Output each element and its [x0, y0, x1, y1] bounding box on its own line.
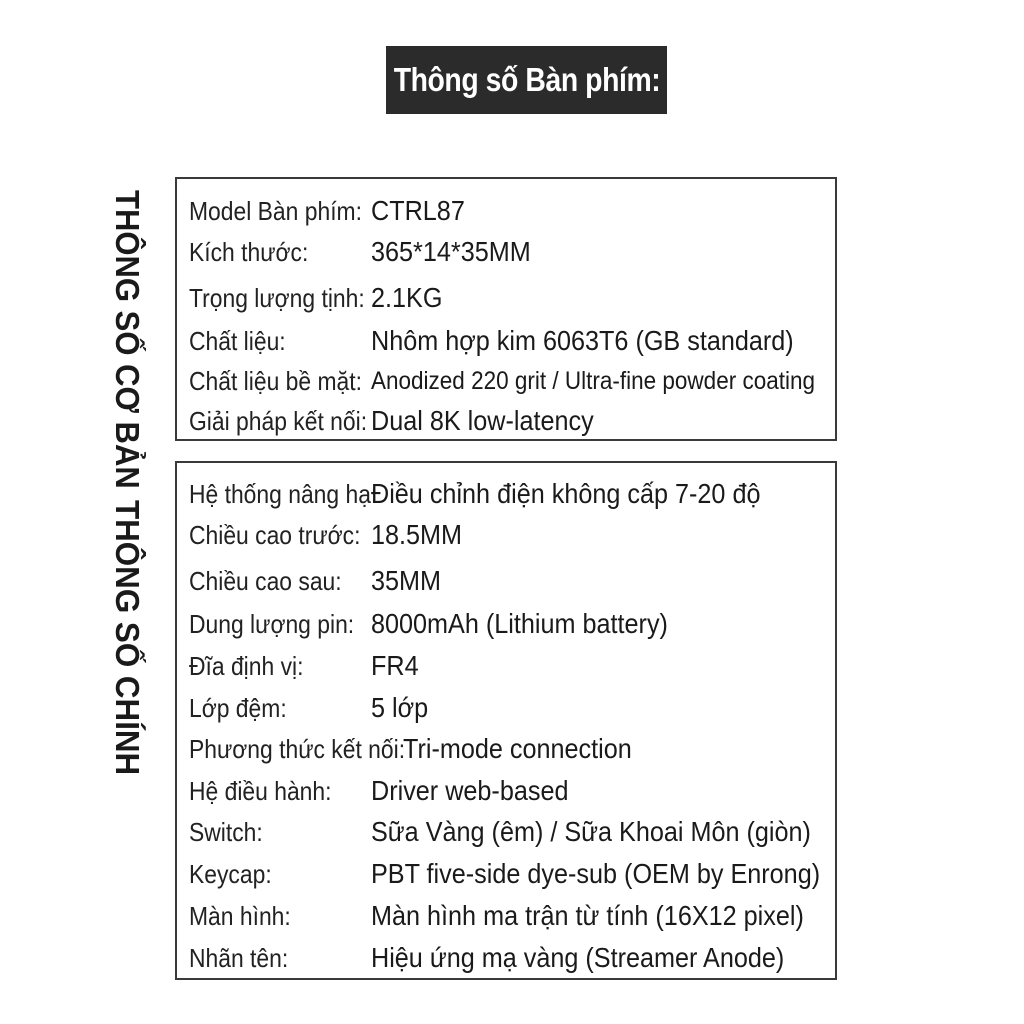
spec-value: Hiệu ứng mạ vàng (Streamer Anode)	[371, 942, 785, 973]
spec-key: Dung lượng pin:	[189, 609, 355, 639]
spec-key: Phương thức kết nối:	[189, 734, 406, 764]
spec-key: Nhãn tên:	[189, 943, 289, 973]
spec-key: Giải pháp kết nối:	[189, 406, 368, 436]
spec-value: 2.1KG	[371, 282, 443, 313]
spec-key: Chiều cao trước:	[189, 520, 361, 550]
spec-value: PBT five-side dye-sub (OEM by Enrong)	[371, 858, 821, 889]
title-banner	[386, 46, 667, 114]
spec-key: Kích thước:	[189, 237, 309, 267]
section-label-main: THÔNG SỐ CHÍNH	[109, 500, 146, 776]
spec-value: Dual 8K low-latency	[371, 405, 594, 436]
spec-key: Đĩa định vị:	[189, 651, 304, 681]
spec-key: Trọng lượng tịnh:	[189, 283, 365, 313]
spec-key: Chất liệu bề mặt:	[189, 366, 362, 396]
spec-value: Màn hình ma trận từ tính (16X12 pixel)	[371, 900, 804, 931]
spec-value: Driver web-based	[371, 775, 569, 806]
spec-key: Switch:	[189, 817, 263, 847]
spec-value: 35MM	[371, 565, 442, 596]
spec-value: 18.5MM	[371, 519, 463, 550]
spec-key: Chất liệu:	[189, 326, 286, 356]
spec-key: Keycap:	[189, 859, 272, 889]
basic-specs-table	[175, 177, 837, 441]
spec-value: Sữa Vàng (êm) / Sữa Khoai Môn (giòn)	[371, 816, 811, 847]
spec-key: Màn hình:	[189, 901, 291, 931]
spec-value: 8000mAh (Lithium battery)	[371, 608, 668, 639]
spec-value: Điều chỉnh điện không cấp 7-20 độ	[371, 478, 761, 509]
page-title: Thông số Bàn phím:	[393, 61, 660, 98]
spec-value: 365*14*35MM	[371, 236, 531, 267]
spec-value: Nhôm hợp kim 6063T6 (GB standard)	[371, 325, 794, 356]
section-label-basic: THÔNG SỐ CƠ BẢN	[109, 190, 146, 489]
spec-key: Chiều cao sau:	[189, 566, 342, 596]
main-specs-table	[175, 461, 837, 980]
spec-key: Lớp đệm:	[189, 693, 287, 723]
spec-value: CTRL87	[371, 195, 465, 226]
spec-key: Model Bàn phím:	[189, 196, 362, 226]
spec-value: 5 lớp	[371, 692, 429, 723]
spec-key: Hệ thống nâng hạ:	[189, 479, 378, 509]
spec-key: Hệ điều hành:	[189, 776, 332, 806]
spec-value: Anodized 220 grit / Ultra-fine powder coating	[371, 367, 816, 395]
spec-value: FR4	[371, 650, 419, 681]
spec-value: Tri-mode connection	[403, 733, 632, 764]
